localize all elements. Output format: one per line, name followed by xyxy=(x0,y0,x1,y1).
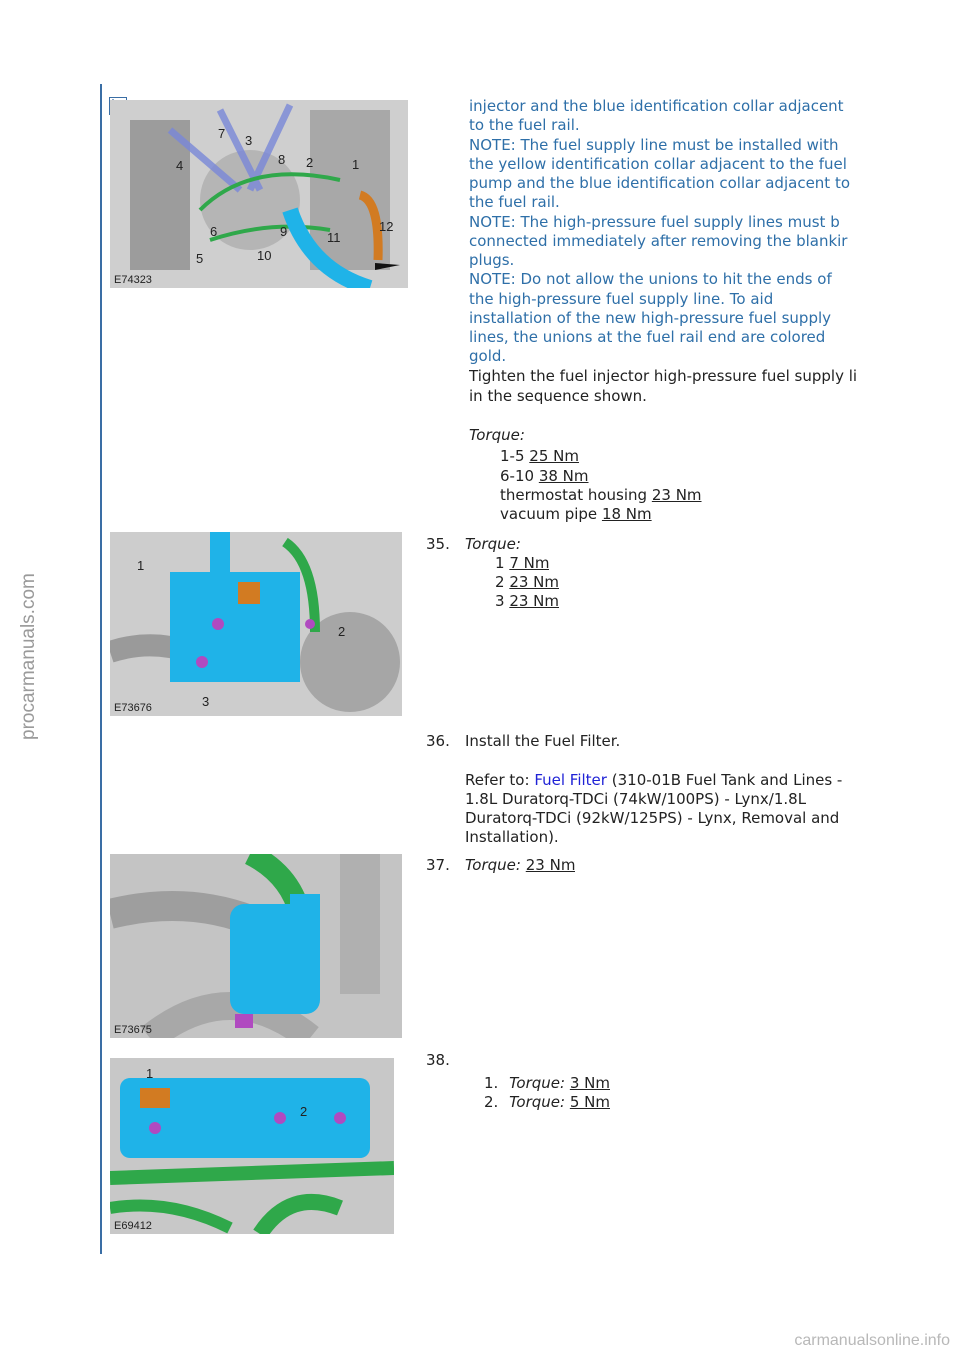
footer-watermark: carmanualsonline.info xyxy=(794,1332,950,1349)
callout-4: 4 xyxy=(176,158,184,173)
torque-label: Torque: xyxy=(469,426,525,444)
step-number-38: 38. xyxy=(426,1051,450,1069)
figure-id: E73676 xyxy=(114,702,152,714)
note-line: connected immediately after removing the blankir xyxy=(469,232,848,250)
callout-9: 9 xyxy=(280,224,288,239)
figure-id: E73675 xyxy=(114,1024,152,1036)
note-line: lines, the unions at the fuel rail end are colored xyxy=(469,328,826,346)
callout-2: 2 xyxy=(306,155,314,170)
callout-8: 8 xyxy=(278,152,286,167)
callout-3: 3 xyxy=(202,694,210,709)
callout-6: 6 xyxy=(210,224,218,239)
step-text: Install the Fuel Filter. xyxy=(465,732,621,750)
callout-1: 1 xyxy=(146,1066,154,1081)
torque-item: 1. Torque: 3 Nm xyxy=(484,1074,610,1092)
note-line: the yellow identification collar adjacent to the fuel xyxy=(469,155,847,173)
fuel-filter-link[interactable]: Fuel Filter xyxy=(534,771,607,789)
step-number-35: 35. xyxy=(426,535,450,553)
torque-row: 1 7 Nm xyxy=(495,554,550,572)
note-line: to the fuel rail. xyxy=(469,116,580,134)
callout-1: 1 xyxy=(137,558,145,573)
torque-label: Torque: xyxy=(465,535,521,553)
engine-illustration-step-35 xyxy=(110,532,402,716)
torque-row: vacuum pipe 18 Nm xyxy=(500,505,652,523)
left-rule xyxy=(100,84,102,1254)
callout-1: 1 xyxy=(352,157,360,172)
step-number-36: 36. xyxy=(426,732,450,750)
note-line: plugs. xyxy=(469,251,515,269)
note-line: NOTE: The fuel supply line must be installed with xyxy=(469,136,839,154)
torque-row: Torque: 23 Nm xyxy=(465,856,576,874)
side-watermark: procarmanuals.com xyxy=(18,573,39,740)
refer-line: Refer to: Fuel Filter (310-01B Fuel Tank and Lines - xyxy=(465,771,843,789)
note-line: gold. xyxy=(469,347,507,365)
torque-row: 1-5 25 Nm xyxy=(500,447,579,465)
callout-2: 2 xyxy=(300,1104,308,1119)
engine-illustration-step-38 xyxy=(110,1058,394,1234)
torque-row: 2 23 Nm xyxy=(495,573,560,591)
refer-line: Duratorq-TDCi (92kW/125PS) - Lynx, Removal and xyxy=(465,809,840,827)
torque-row: 6-10 38 Nm xyxy=(500,467,589,485)
note-line: the high-pressure fuel supply line. To aid xyxy=(469,290,774,308)
figure-id: E74323 xyxy=(114,274,152,286)
note-line: NOTE: The high-pressure fuel supply lines must b xyxy=(469,213,840,231)
refer-line: Installation). xyxy=(465,828,559,846)
note-line: installation of the new high-pressure fuel supply xyxy=(469,309,832,327)
torque-row: 3 23 Nm xyxy=(495,592,560,610)
instruction-line: in the sequence shown. xyxy=(469,387,647,405)
torque-item: 2. Torque: 5 Nm xyxy=(484,1093,610,1111)
refer-line: 1.8L Duratorq-TDCi (74kW/100PS) - Lynx/1.8L xyxy=(465,790,807,808)
callout-12: 12 xyxy=(379,219,394,234)
callout-3: 3 xyxy=(245,133,253,148)
note-line: injector and the blue identification collar adjacent xyxy=(469,97,844,115)
engine-illustration-step-37 xyxy=(110,854,402,1038)
callout-10: 10 xyxy=(257,248,272,263)
note-line: the fuel rail. xyxy=(469,193,560,211)
step-number-37: 37. xyxy=(426,856,450,874)
torque-row: thermostat housing 23 Nm xyxy=(500,486,702,504)
note-line: NOTE: Do not allow the unions to hit the ends of xyxy=(469,270,832,288)
note-line: pump and the blue identification collar adjacent to xyxy=(469,174,851,192)
callout-5: 5 xyxy=(196,251,204,266)
callout-7: 7 xyxy=(218,126,226,141)
figure-id: E69412 xyxy=(114,1220,152,1232)
callout-2: 2 xyxy=(338,624,346,639)
callout-11: 11 xyxy=(327,230,341,245)
instruction-line: Tighten the fuel injector high-pressure fuel supply li xyxy=(469,367,858,385)
